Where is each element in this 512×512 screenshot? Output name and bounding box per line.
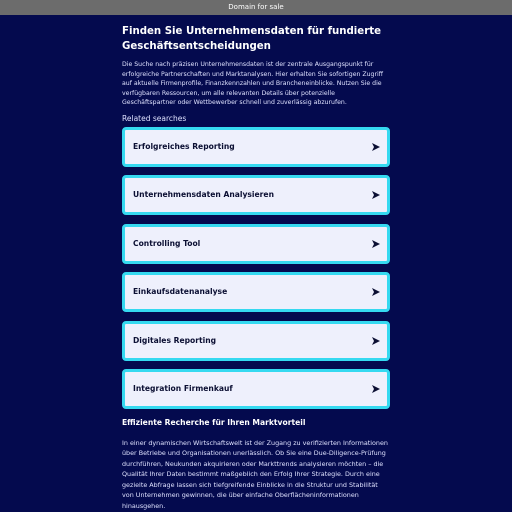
arrow-right-icon: [371, 384, 381, 394]
related-search-erfolgreiches-reporting[interactable]: [122, 127, 390, 167]
domain-for-sale-banner[interactable]: [0, 0, 512, 15]
related-search-unternehmensdaten-analysieren[interactable]: [122, 175, 390, 215]
related-search-label: Einkaufsdatenanalyse: [133, 287, 228, 297]
related-search-controlling-tool[interactable]: [122, 224, 390, 264]
related-search-label: Digitales Reporting: [133, 335, 217, 345]
domain-for-sale-text[interactable]: Domain for sale: [228, 3, 284, 11]
related-search-integration-firmenkauf[interactable]: [122, 369, 390, 409]
arrow-right-icon: [371, 336, 381, 346]
arrow-right-icon: [371, 239, 381, 249]
related-searches-list: [122, 127, 390, 410]
related-search-digitales-reporting[interactable]: [122, 321, 390, 361]
related-search-label: Unternehmensdaten Analysieren: [133, 190, 274, 200]
section-title: Effiziente Recherche für Ihren Marktvorteil: [122, 418, 306, 428]
arrow-right-icon: [371, 142, 381, 152]
related-search-einkaufsdatenanalyse[interactable]: [122, 272, 390, 312]
arrow-right-icon: [371, 287, 381, 297]
related-searches-label: Related searches: [122, 113, 187, 123]
intro-paragraph: Die Suche nach präzisen Unternehmensdaten ist der zentrale Ausgangspunkt für erfolgreiche Partnerschaften und Marktanalysen. Hier erhalten Sie sofortigen Zugriff auf aktuelle Firmenprofile, Finanzkennzahlen und Brancheneinblicke. Nutzen Sie die verfügbaren Ressourcen, um alle relevanten Details über potenzielle Geschäftspartner oder Wettbewerber schnell und zuverlässig abzurufen.: [122, 61, 384, 106]
related-search-label: Controlling Tool: [133, 238, 201, 248]
main-content: [122, 24, 390, 511]
section-body-text: In einer dynamischen Wirtschaftswelt ist der Zugang zu verifizierten Informationen über Betriebe und Organisationen unerlässlich. Ob Sie eine Due-Diligence-Prüfung durchführen, Neukunden akquirieren oder Markttrends analysieren möchten – die Qualität Ihrer Daten bestimmt maßgeblich den Erfolg Ihrer Strategie. Durch eine gezielte Abfrage lassen sich tiefgreifende Einblicke in die Struktur und Stabilität von Unternehmen gewinnen, die über einfache Oberflächeninformationen hinausgehen.: [122, 439, 388, 510]
arrow-right-icon: [371, 190, 381, 200]
page-title: Finden Sie Unternehmensdaten für fundierte Geschäftsentscheidungen: [122, 26, 382, 52]
related-search-label: Integration Firmenkauf: [133, 384, 233, 394]
related-search-label: Erfolgreiches Reporting: [133, 141, 235, 151]
